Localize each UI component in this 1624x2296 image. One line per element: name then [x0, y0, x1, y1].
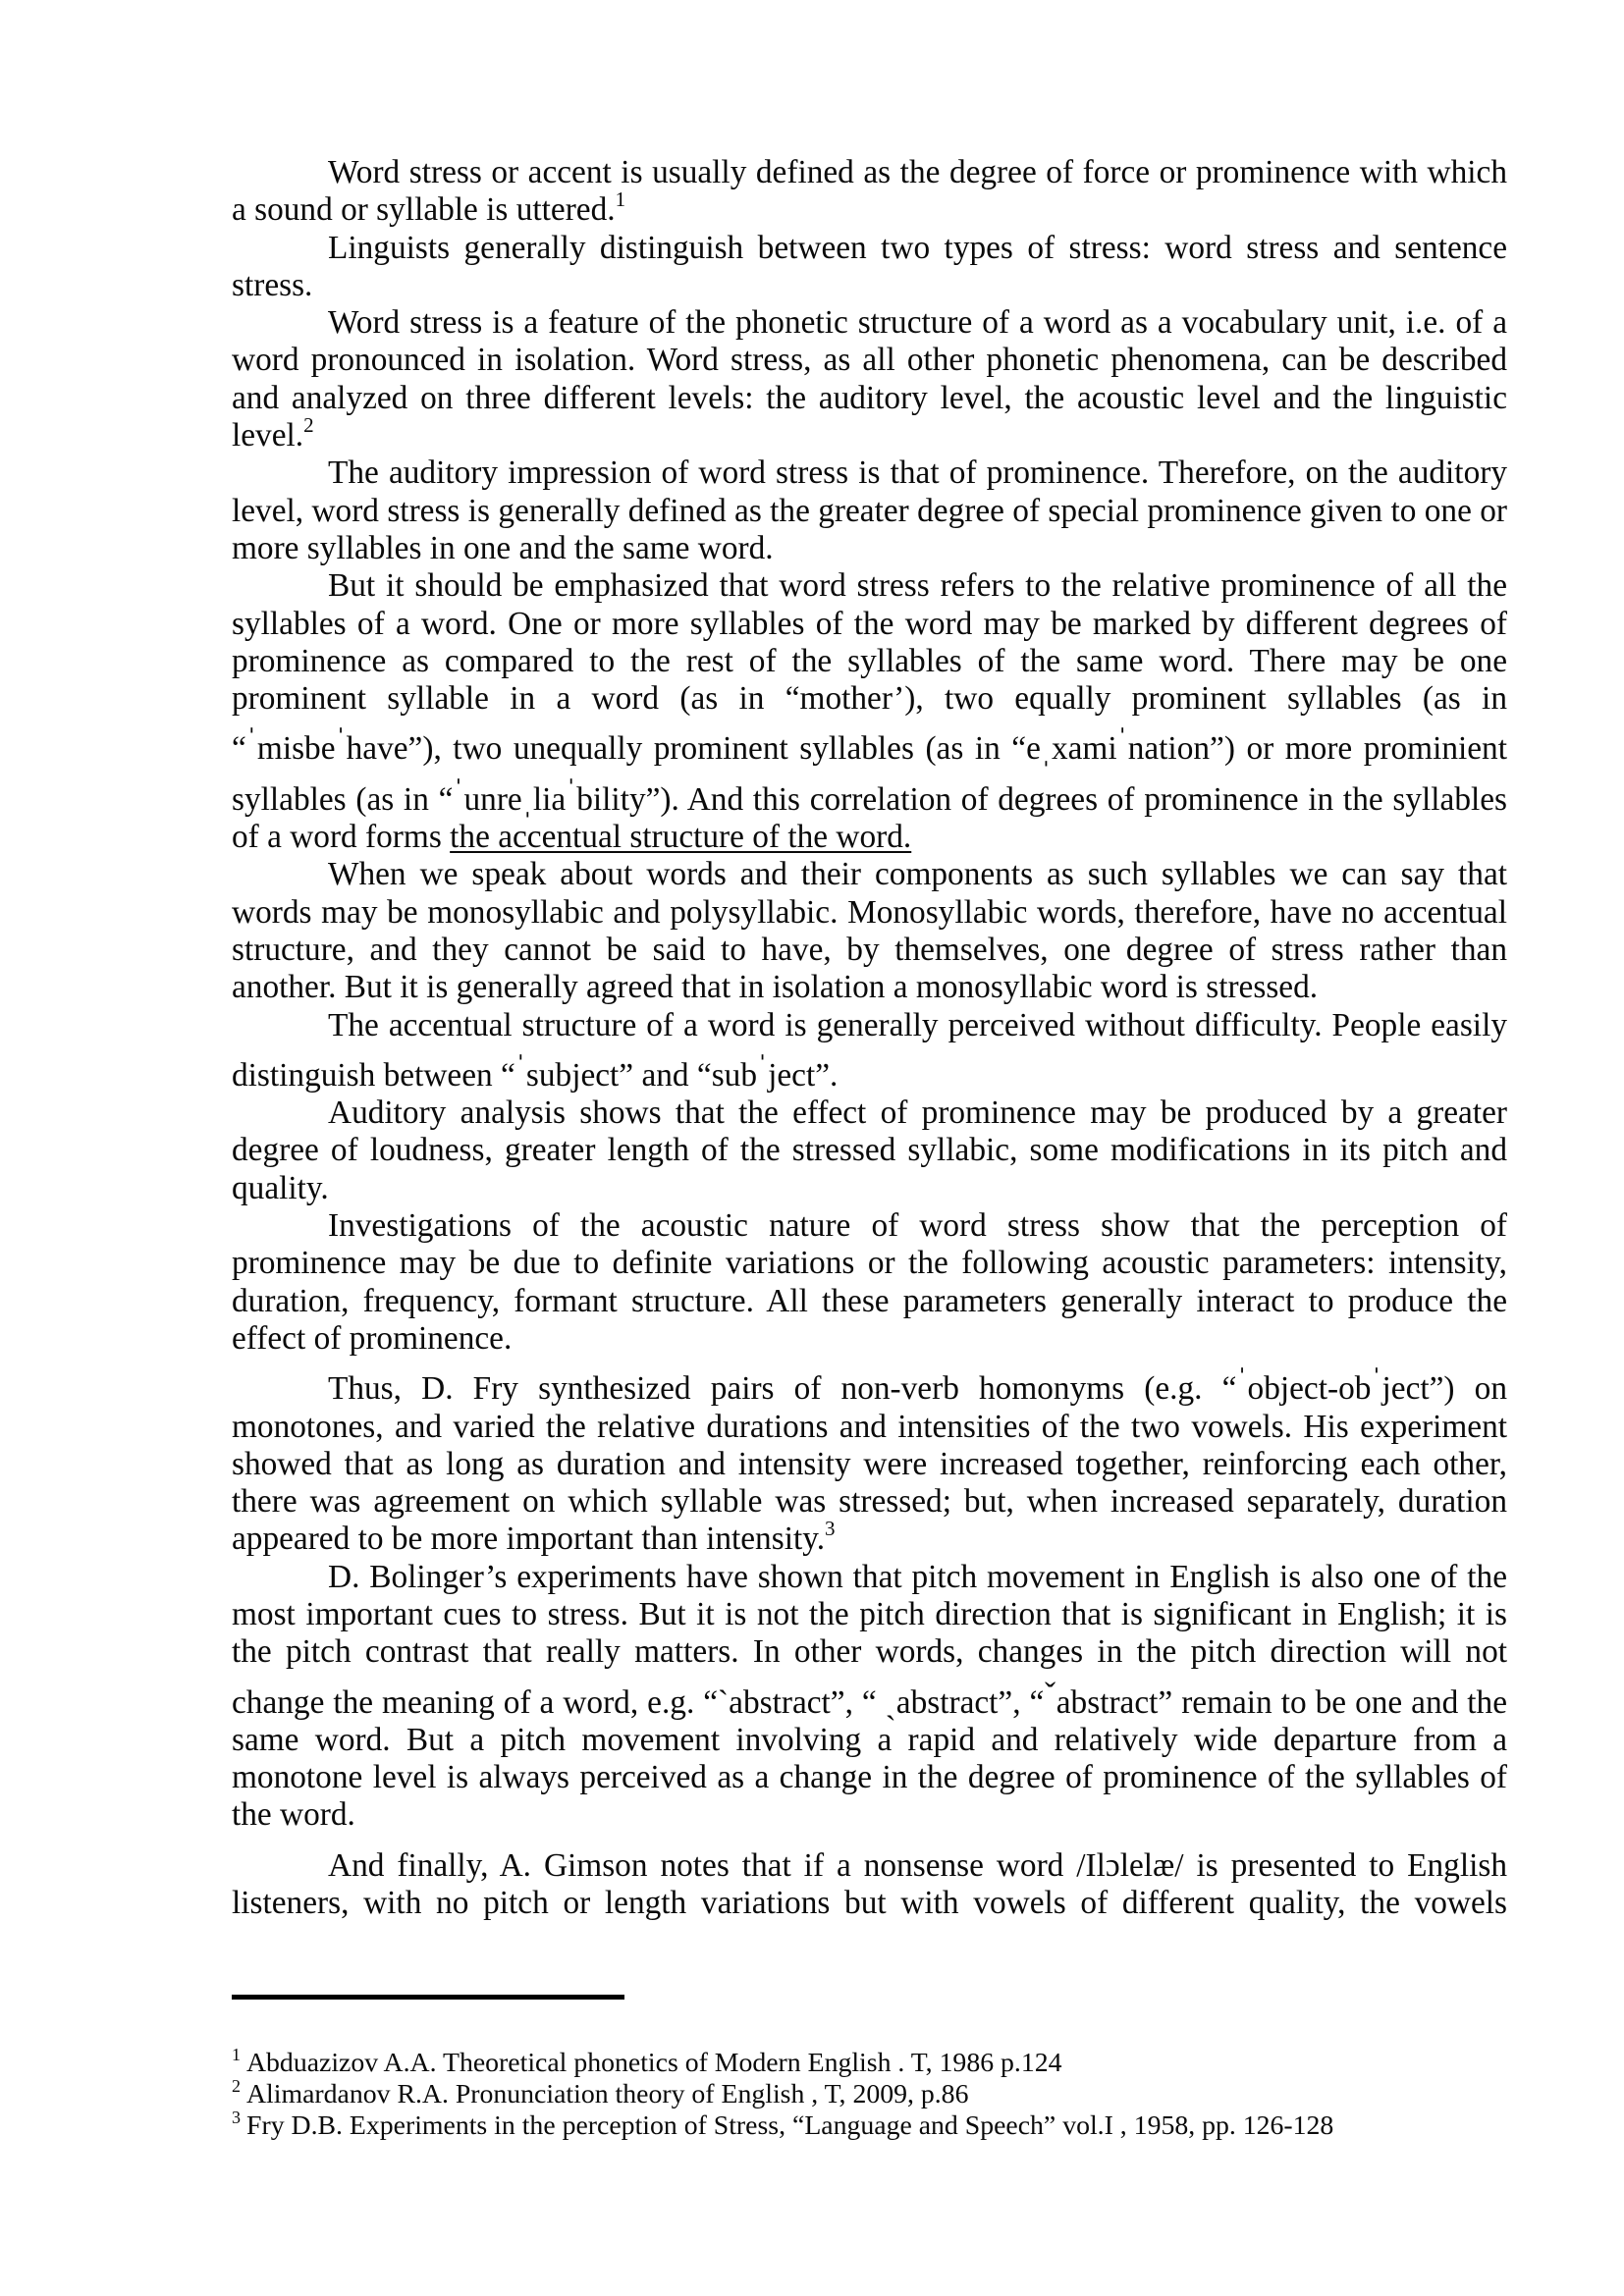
paragraph-text: “ — [501, 1056, 515, 1094]
paragraph-text: and — [633, 1056, 697, 1094]
footnote — [232, 2107, 1507, 2142]
paragraph — [232, 1095, 1507, 1207]
footnote-number: 2 — [232, 2075, 241, 2096]
paragraph-text: “eˌxami — [1011, 730, 1117, 768]
paragraph — [232, 230, 1507, 305]
stressed-word — [1011, 722, 1235, 768]
paragraph-text: Word stress or accent is usually defined as the degree of force or prominence with which a sound or syllable is uttered. — [232, 154, 1507, 229]
paragraph-text: Investigations of the acoustic nature of word stress show that the perception of prominence may be due to definite variations or the following acoustic parameters: intensity, duration, frequency, formant structure. All these parameters generally interact to produce the effect of prominence. — [232, 1207, 1507, 1357]
paragraph-text: The accentual structure of a word is generally perceived without difficulty. People easily distinguish between — [232, 1006, 1507, 1094]
pitch-example: “ ˏabstract” — [861, 1683, 1013, 1721]
paragraph-text: two unequally prominent syllables (as in — [441, 730, 1012, 768]
paragraph-text: ject”. — [768, 1056, 839, 1094]
footnote-text: Alimardanov R.A. Pronunciation theory of English , T, 2009, p.86 — [246, 2078, 969, 2109]
paragraph — [232, 856, 1507, 1006]
paragraph — [232, 154, 1507, 230]
paragraph — [232, 304, 1507, 454]
paragraph-text: unreˌlia — [463, 780, 567, 818]
paragraph — [232, 567, 1507, 856]
paragraph-text: , — [1012, 1683, 1030, 1721]
paragraph-text: have”), — [346, 730, 442, 768]
footnote-reference: 1 — [615, 187, 626, 212]
paragraph-text: on monotones, and varied the relative durations and intensities of the two vowels. His experiment showed that as long as duration and intensity were increased together, reinforcing each other, there was agreement on which syllable was stressed; but, when increased separately, duration appeared to be more important than intensity. — [232, 1370, 1507, 1558]
paragraph-text: And this correlation of degrees of prominence in the syllables of a word forms — [232, 780, 1508, 856]
paragraph-text: abstract” — [1056, 1683, 1173, 1721]
footnote — [232, 2075, 1507, 2110]
paragraph-text: nation”) — [1127, 730, 1235, 768]
footnote-text: Fry D.B. Experiments in the perception of Stress, “Language and Speech” vol.I , 1958, pp. 126-128 — [246, 2109, 1334, 2141]
footnote-text: Abduazizov A.A. Theoretical phonetics of Modern English . T, 1986 p.124 — [246, 2048, 1062, 2078]
underlined-term: the accentual structure of the word. — [450, 819, 912, 856]
stressed-word — [438, 773, 679, 818]
stressed-word — [696, 1048, 839, 1094]
footnote-number: 3 — [232, 2107, 241, 2127]
stress-mark: ˈ — [1236, 1362, 1248, 1400]
paragraph-text: or more prominient syllables (as in — [232, 730, 1507, 818]
paragraph-text: remain to be one and the same word. But a pitch movement involving a rapid and relatively wide departure from a monotone level is always perceived as a change in the degree of prominence of the syllables of the word. — [232, 1683, 1507, 1834]
paragraph-text: And finally, A. Gimson notes that if a nonsense word /Ilɔlelæ/ is presented to English listeners, with no pitch or length variations but with vowels of different quality, the vowels — [232, 1846, 1507, 1922]
footnote-reference: 2 — [303, 413, 314, 438]
paragraph-text: D. Bolinger’s experiments have shown that pitch movement in English is also one of the most important cues to stress. But it is not the pitch direction that is significant in English; it is the pitch contrast that really matters. In other words, changes in the pitch direction will not change the meaning of a word, e.g. “`abstract”, — [232, 1558, 1507, 1721]
stress-mark: ˈ — [514, 1048, 526, 1086]
stress-mark: ˈ — [757, 1048, 769, 1086]
paragraph-text: The auditory impression of word stress is that of prominence. Therefore, on the auditory level, word stress is generally defined as the greater degree of special prominence given to one or more syllables in one and the same word. — [232, 454, 1507, 566]
footnotes — [232, 2045, 1507, 2142]
body-text — [232, 154, 1507, 1922]
paragraph-text: object-ob — [1247, 1370, 1372, 1408]
paragraph-text: ject”) — [1381, 1370, 1455, 1408]
paragraph-text: Linguists generally distinguish between two types of stress: word stress and sentence stress. — [232, 229, 1507, 303]
paragraph-text: Thus, D. Fry synthesized pairs of non-verb homonyms (e.g. — [328, 1370, 1222, 1408]
paragraph-text: When we speak about words and their components as such syllables we can say that words may be monosyllabic and polysyllabic. Monosyllabic words, therefore, have no accentual structure, and they cannot be said to have, by themselves, one degree of stress rather than another. But it is generally agreed that in isolation a monosyllabic word is stressed. — [232, 856, 1507, 1006]
paragraph-text: “ — [232, 730, 246, 768]
footnote-number: 1 — [232, 2045, 241, 2064]
paragraph-text: “sub — [696, 1056, 757, 1094]
stressed-word — [1221, 1362, 1455, 1408]
pitch-mark: ˇ — [1044, 1676, 1056, 1713]
pitch-example — [1029, 1676, 1173, 1721]
footnote — [232, 2045, 1507, 2079]
stressed-word — [501, 1048, 634, 1094]
footnote-reference: 3 — [825, 1517, 836, 1541]
paragraph — [232, 1847, 1507, 1923]
stress-mark: ˈ — [1116, 722, 1128, 760]
paragraph — [232, 1358, 1507, 1558]
paragraph-text: misbe — [256, 730, 336, 768]
stress-mark: ˈ — [453, 773, 464, 810]
paragraph-text: subject” — [525, 1056, 634, 1094]
paragraph — [232, 1559, 1507, 1835]
paragraph-text: bility”). — [576, 780, 679, 818]
paragraph-text: “ — [1221, 1370, 1237, 1408]
paragraph-text: “ — [438, 780, 454, 818]
paragraph-text: Word stress is a feature of the phonetic structure of a word as a vocabulary unit, i.e. of a word pronounced in isolation. Word stress, as all other phonetic phenomena, can be described and analyzed on three different levels: the auditory level, the acoustic level and the linguistic level. — [232, 304, 1507, 454]
paragraph — [232, 1207, 1507, 1358]
stressed-word — [232, 722, 442, 768]
stress-mark: ˈ — [245, 722, 257, 760]
stress-mark: ˈ — [335, 722, 347, 760]
footnote-separator — [232, 1995, 624, 2000]
paragraph-text: “ — [1029, 1683, 1045, 1721]
paragraph-text: Auditory analysis shows that the effect of prominence may be produced by a greater degree of loudness, greater length of the stressed syllabic, some modifications in its pitch and quality. — [232, 1095, 1507, 1206]
stress-mark: ˈ — [1371, 1362, 1382, 1400]
paragraph — [232, 1007, 1507, 1095]
paragraph-text: But it should be emphasized that word stress refers to the relative prominence of all the syllables of a word. One or more syllables of the word may be marked by different degrees of prominence as compared to the rest of the syllables of the same word. There may be one prominent syllable in a word (as in “mother’), two equally prominent syllables (as in — [232, 567, 1507, 718]
paragraph — [232, 454, 1507, 567]
stress-mark: ˈ — [566, 773, 577, 810]
